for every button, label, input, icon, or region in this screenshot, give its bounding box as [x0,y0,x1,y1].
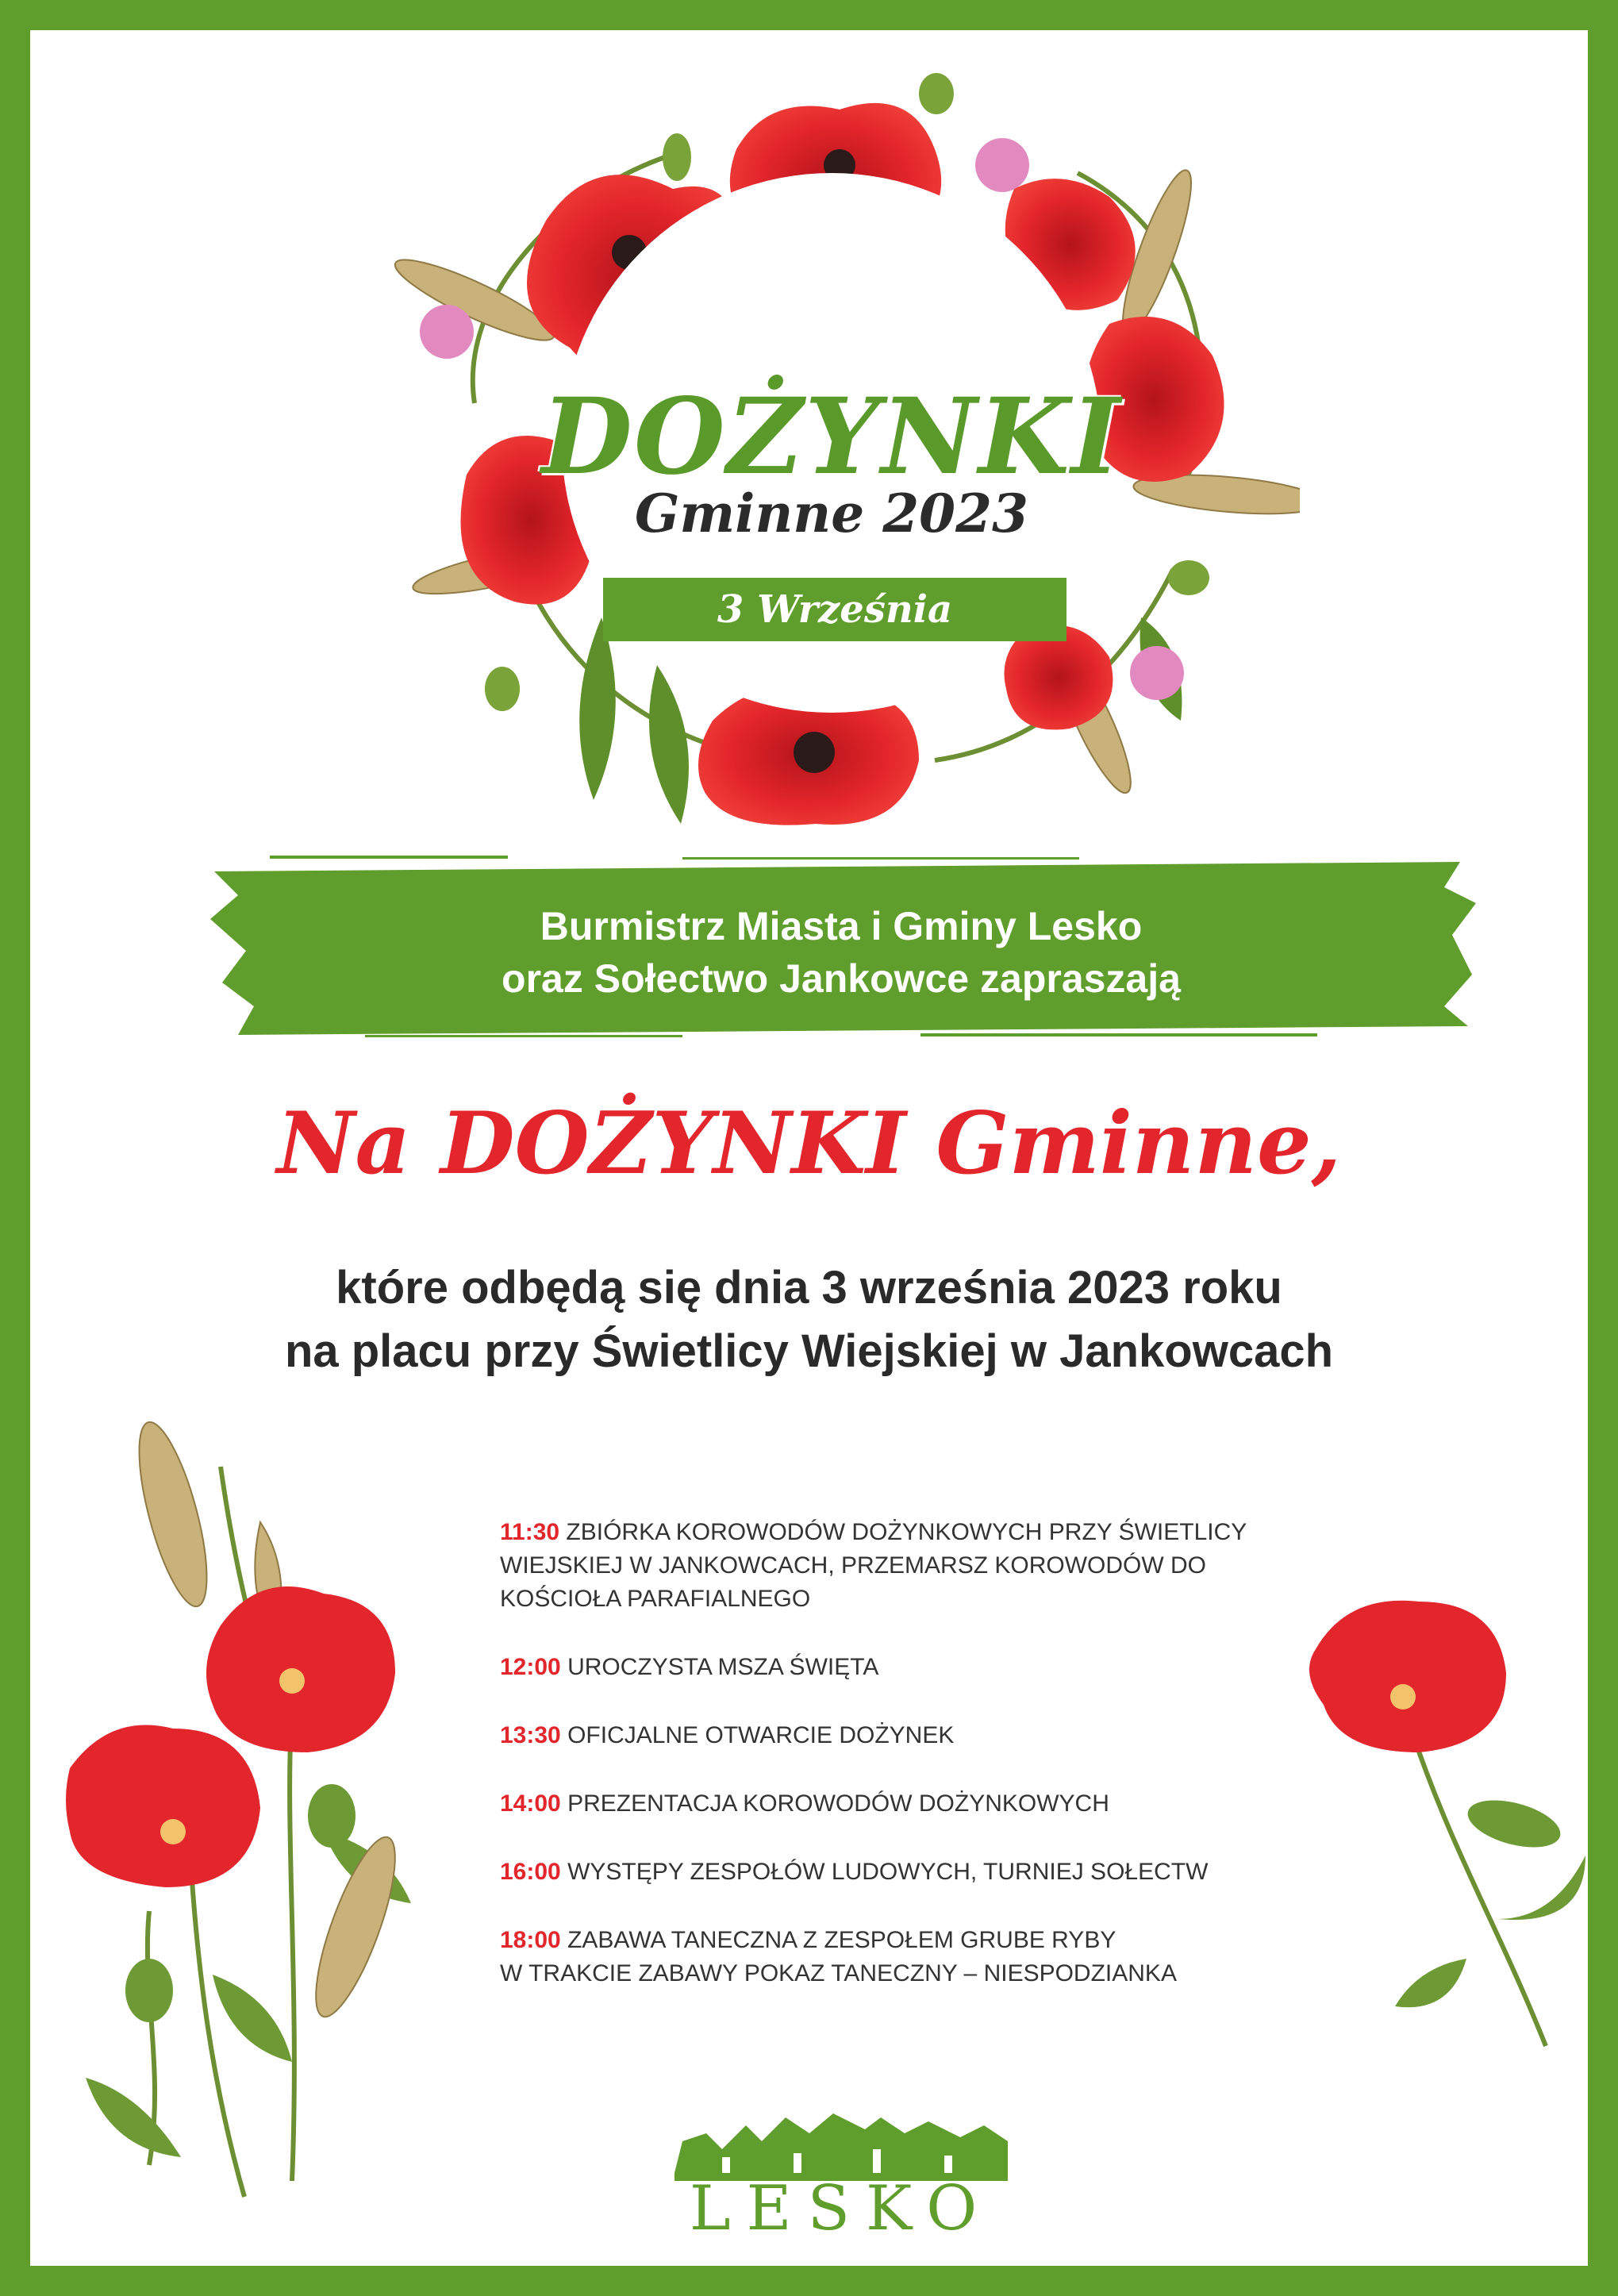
invitation-line-1: Burmistrz Miasta i Gminy Lesko [540,904,1143,948]
wreath-header [363,62,1300,848]
invitation-banner [206,856,1476,1038]
schedule-text: W TRAKCIE ZABAWY POKAZ TANECZNY – NIESPODZIANKA [500,1960,1177,1986]
schedule-time: 13:30 [500,1722,561,1748]
schedule-item [500,1787,1341,1821]
schedule-item [500,1719,1341,1752]
schedule-time: 14:00 [500,1790,561,1817]
schedule-text: KOŚCIOŁA PARAFIALNEGO [500,1586,811,1612]
town-skyline-icon [674,2109,1008,2181]
headline: Na DOŻYNKI Gminne, [276,1094,1342,1194]
schedule-text: ZABAWA TANECZNA Z ZESPOŁEM GRUBE RYBY [567,1927,1116,1953]
event-place-line: na placu przy Świetlicy Wiejskiej w Jankowcach [284,1325,1334,1377]
schedule-time: 12:00 [500,1654,561,1680]
event-title: DOŻYNKI [541,375,1122,498]
invitation-line-2: oraz Sołectwo Jankowce zapraszają [502,956,1181,1001]
lesko-logo [674,2109,1008,2244]
invitation-text [206,900,1476,1005]
schedule-text: PREZENTACJA KOROWODÓW DOŻYNKOWYCH [567,1790,1109,1817]
poppies-wheat-left-illustration [54,1419,467,2213]
event-date-line: które odbędą się dnia 3 września 2023 roku [336,1262,1282,1313]
schedule-time: 11:30 [500,1519,560,1545]
schedule-item [500,1924,1341,1990]
schedule-text: UROCZYSTA MSZA ŚWIĘTA [567,1654,879,1680]
schedule-text: OFICJALNE OTWARCIE DOŻYNEK [567,1722,955,1748]
schedule-item [500,1516,1341,1616]
schedule-item [500,1651,1341,1684]
event-subtitle: Gminne 2023 [635,483,1028,544]
event-schedule [500,1516,1341,2025]
schedule-time: 16:00 [500,1859,561,1885]
event-location-text [30,1256,1588,1383]
schedule-text: ZBIÓRKA KOROWODÓW DOŻYNKOWYCH PRZY ŚWIETLICY [566,1519,1247,1545]
date-banner: 3 Września [603,578,1066,641]
schedule-item [500,1856,1341,1889]
schedule-time: 18:00 [500,1927,561,1953]
logo-text: LESKO [689,2173,993,2244]
schedule-text: WYSTĘPY ZESPOŁÓW LUDOWYCH, TURNIEJ SOŁECTW [567,1859,1209,1885]
schedule-text: WIEJSKIEJ W JANKOWCACH, PRZEMARSZ KOROWODÓW DO [500,1552,1207,1579]
